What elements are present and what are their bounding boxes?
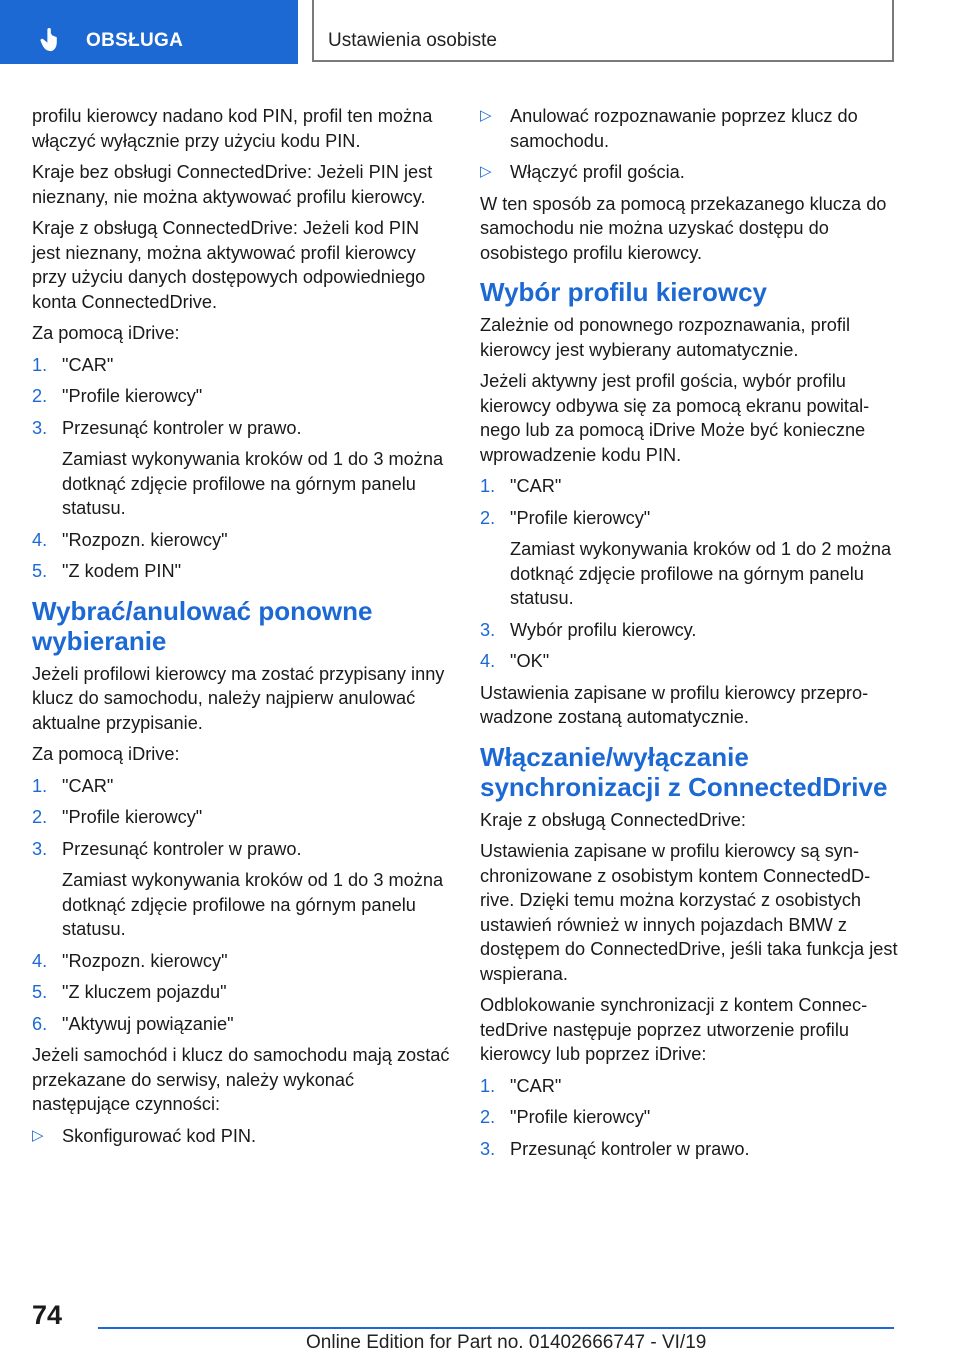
- paragraph: Jeżeli profilowi kierowcy ma zostać przypisany inny klucz do samochodu, należy najpierw anulować aktualne przypisanie.: [32, 663, 445, 733]
- step-note: Zamiast wykonywania kroków od 1 do 3 można dotknąć zdjęcie profilowe na górnym panelu statusu.: [62, 449, 444, 518]
- step-text: "Profile kierowcy": [510, 1107, 651, 1127]
- list-item: [480, 1105, 898, 1130]
- paragraph: Jeżeli samochód i klucz do samochodu mają zostać przekazane do serwisy, należy wykonać następujące czynności:: [32, 1045, 450, 1114]
- list-item: [32, 837, 450, 942]
- steps-list: [32, 353, 450, 584]
- steps-list: [32, 774, 450, 1037]
- step-number: 4.: [32, 950, 48, 971]
- step-text: "Profile kierowcy": [510, 507, 651, 528]
- paragraph: profilu kierowcy nadano kod PIN, profil ten można włączyć wyłącznie przy użyciu kodu PIN.: [32, 106, 433, 151]
- list-item: [32, 353, 450, 378]
- steps-list: [480, 474, 898, 674]
- page-header: [0, 0, 960, 66]
- list-item: [480, 104, 898, 153]
- list-item: [32, 774, 450, 799]
- paragraph: Kraje z obsługą ConnectedDrive:: [480, 809, 746, 830]
- step-number: 3.: [480, 1138, 496, 1159]
- hand-pointer-icon: [40, 27, 64, 53]
- paragraph: Kraje z obsługą ConnectedDrive: Jeżeli kod PIN jest nieznany, można aktywować profil kierowcy przy użyciu danych dostępowych odpowiedniego konta ConnectedDrive.: [32, 218, 426, 312]
- step-text: Wybór profilu kierowcy.: [510, 619, 697, 640]
- paragraph: Zależnie od ponownego rozpoznawania, profil kierowcy jest wybierany automatycznie.: [480, 315, 851, 360]
- step-number: 4.: [480, 651, 496, 671]
- list-item: [32, 805, 450, 830]
- step-text: "OK": [510, 651, 550, 671]
- list-item: [480, 474, 898, 499]
- bullet-text: Włączyć profil gościa.: [510, 162, 685, 182]
- paragraph: Odblokowanie synchronizacji z kontem ConnectedDrive następuje poprzez utworzenie profilu kierowcy lub poprzez iDrive:: [480, 995, 868, 1064]
- step-note: Zamiast wykonywania kroków od 1 do 3 można dotknąć zdjęcie profilowe na górnym panelu statusu.: [62, 870, 444, 939]
- chapter-tab: [312, 0, 894, 62]
- page-number: 74: [32, 1300, 63, 1330]
- step-number: 2.: [480, 507, 496, 528]
- steps-list: [480, 1074, 898, 1162]
- step-number: 1.: [32, 354, 48, 375]
- step-number: 2.: [480, 1107, 496, 1127]
- list-item: [32, 1012, 450, 1037]
- triangle-bullet-icon: ▷: [480, 107, 492, 124]
- left-column: [32, 104, 450, 1155]
- paragraph: Ustawienia zapisane w profilu kierowcy są synchronizowane z osobistym kontem ConnectedDrive. Dzięki temu można korzystać z osobistych ustawień również w innych pojazdach BMW z dostępem do ConnectedDrive, jeśli taka funkcja jest wspierana.: [480, 841, 898, 984]
- step-number: 5.: [32, 982, 48, 1002]
- section-title: OBSŁUGA: [86, 30, 184, 51]
- list-item: [480, 506, 898, 611]
- list-item: [480, 1074, 898, 1099]
- step-number: 1.: [480, 1075, 496, 1096]
- section-heading: Wybór profilu kierowcy: [480, 277, 768, 307]
- list-item: [32, 949, 450, 974]
- paragraph: W ten sposób za pomocą przekazanego klucza do samochodu nie można uzyskać dostępu do osobistego profilu kierowcy.: [480, 193, 887, 263]
- bullet-text: Anulować rozpoznawanie poprzez klucz do samochodu.: [510, 106, 858, 151]
- step-text: Przesunąć kontroler w prawo.: [62, 417, 302, 438]
- step-text: "CAR": [510, 1075, 562, 1096]
- step-number: 5.: [32, 561, 48, 581]
- step-number: 1.: [480, 476, 496, 496]
- step-text: Przesunąć kontroler w prawo.: [510, 1138, 750, 1159]
- step-number: 3.: [480, 619, 496, 640]
- step-text: "CAR": [62, 775, 114, 796]
- paragraph: Za pomocą iDrive:: [32, 744, 180, 764]
- paragraph: Jeżeli aktywny jest profil gościa, wybór profilu kierowcy odbywa się za pomocą ekranu powitalnego lub za pomocą iDrive Może być konieczne wprowadzenie kodu PIN.: [480, 371, 870, 465]
- edition-footer: Online Edition for Part no. 01402666747 - VI/19: [306, 1332, 707, 1353]
- step-text: "CAR": [62, 354, 114, 375]
- step-text: "CAR": [510, 476, 562, 496]
- section-heading: Wybrać/anulować ponowne wybieranie: [32, 595, 373, 656]
- chapter-title: Ustawienia osobiste: [328, 30, 497, 51]
- list-item: [32, 980, 450, 1005]
- step-text: Przesunąć kontroler w prawo.: [62, 838, 302, 859]
- bullet-list: [32, 1124, 450, 1149]
- step-number: 4.: [32, 529, 48, 550]
- bullet-text: Skonfigurować kod PIN.: [62, 1125, 257, 1146]
- step-note: Zamiast wykonywania kroków od 1 do 2 można dotknąć zdjęcie profilowe na górnym panelu statusu.: [510, 539, 892, 608]
- step-text: "Profile kierowcy": [62, 386, 203, 406]
- step-text: "Aktywuj powiązanie": [62, 1013, 234, 1034]
- step-number: 2.: [32, 386, 48, 406]
- section-heading: Włączanie/wyłączanie synchronizacji z ConnectedDrive: [480, 741, 888, 802]
- step-text: "Rozpozn. kierowcy": [62, 529, 228, 550]
- list-item: [32, 384, 450, 409]
- section-tab: [0, 0, 298, 64]
- bullet-list: [480, 104, 898, 185]
- paragraph: Ustawienia zapisane w profilu kierowcy przeprowadzone zostaną automatycznie.: [480, 682, 869, 727]
- step-number: 3.: [32, 838, 48, 859]
- list-item: [32, 559, 450, 584]
- right-column: [480, 104, 898, 1168]
- triangle-bullet-icon: ▷: [480, 163, 492, 180]
- step-text: "Z kluczem pojazdu": [62, 982, 227, 1002]
- list-item: [480, 649, 898, 674]
- step-number: 1.: [32, 775, 48, 796]
- triangle-bullet-icon: ▷: [32, 1126, 44, 1144]
- step-number: 2.: [32, 807, 48, 827]
- footer-divider: [98, 1327, 894, 1329]
- paragraph: Kraje bez obsługi ConnectedDrive: Jeżeli PIN jest nieznany, nie można aktywować profilu kierowcy.: [32, 162, 433, 207]
- step-number: 6.: [32, 1013, 48, 1034]
- list-item: [32, 528, 450, 553]
- step-text: "Profile kierowcy": [62, 807, 203, 827]
- step-number: 3.: [32, 417, 48, 438]
- list-item: [32, 416, 450, 521]
- list-item: [480, 1137, 898, 1162]
- paragraph: Za pomocą iDrive:: [32, 323, 180, 343]
- step-text: "Rozpozn. kierowcy": [62, 950, 228, 971]
- list-item: [480, 618, 898, 643]
- list-item: [480, 160, 898, 185]
- step-text: "Z kodem PIN": [62, 561, 182, 581]
- list-item: [32, 1124, 450, 1149]
